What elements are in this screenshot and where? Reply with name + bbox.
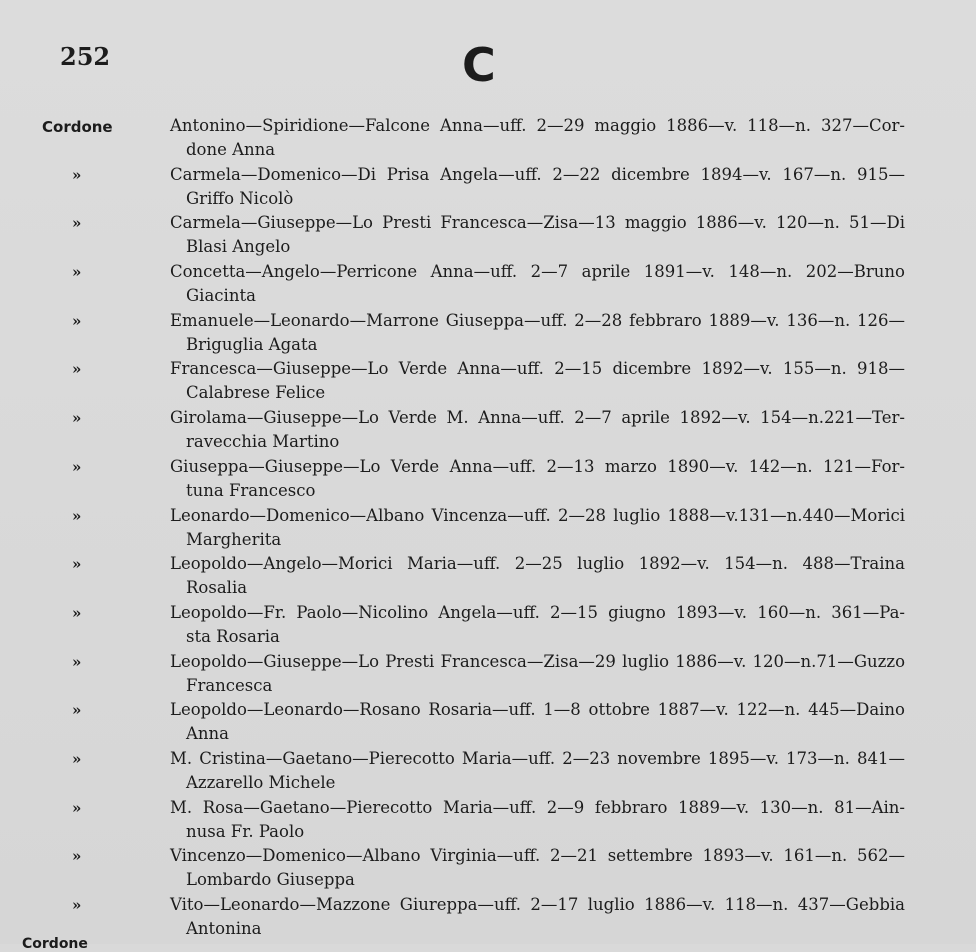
next-surname-fragment: Cordone — [22, 936, 88, 952]
ditto-mark: » — [72, 263, 82, 282]
entry-line-1: Girolama—Giuseppe—Lo Verde M. Anna—uff. 2—7 aprile 1892—v. 154—n.221—Ter- — [170, 408, 905, 428]
entry-line-2: Rosalia — [186, 578, 248, 598]
ditto-mark: » — [72, 506, 82, 525]
register-entry — [0, 506, 976, 555]
entry-line-2: Francesca — [186, 675, 273, 695]
entry-line-1: Leopoldo—Angelo—Morici Maria—uff. 2—25 luglio 1892—v. 154—n. 488—Traina — [170, 554, 905, 574]
entry-line-2: Antonina — [186, 919, 262, 938]
entry-line-1: Leopoldo—Fr. Paolo—Nicolino Angela—uff. 2—15 giugno 1893—v. 160—n. 361—Pa- — [170, 602, 905, 622]
register-entry — [0, 554, 976, 603]
ditto-mark: » — [72, 214, 82, 233]
entry-line-2: Griffo Nicolò — [186, 188, 294, 208]
register-entry — [0, 262, 976, 311]
ditto-mark: » — [72, 165, 82, 184]
entry-line-2: Briguglia Agata — [186, 334, 318, 354]
register-entry — [0, 895, 976, 944]
register-entry — [0, 359, 976, 408]
entry-line-1: Vincenzo—Domenico—Albano Virginia—uff. 2—21 settembre 1893—v. 161—n. 562— — [170, 846, 905, 866]
entry-line-1: M. Rosa—Gaetano—Pierecotto Maria—uff. 2—9 febbraro 1889—v. 130—n. 81—Ain- — [170, 797, 905, 817]
entry-line-1: Carmela—Giuseppe—Lo Presti Francesca—Zisa—13 maggio 1886—v. 120—n. 51—Di — [170, 213, 905, 233]
ditto-mark: » — [72, 847, 82, 866]
entry-line-2: sta Rosaria — [186, 626, 280, 646]
entry-line-2: Calabrese Felice — [186, 383, 326, 403]
entry-line-1: Antonino—Spiridione—Falcone Anna—uff. 2—29 maggio 1886—v. 118—n. 327—Cor- — [170, 116, 905, 135]
entry-line-2: ravecchia Martino — [186, 432, 340, 452]
entry-line-1: Emanuele—Leonardo—Marrone Giuseppa—uff. 2—28 febbraro 1889—v. 136—n. 126— — [170, 310, 905, 330]
ditto-mark: » — [72, 409, 82, 428]
page-number: 252 — [60, 42, 111, 71]
ditto-mark: » — [72, 652, 82, 671]
ditto-mark: » — [72, 311, 82, 330]
entry-line-2: done Anna — [186, 140, 276, 159]
entry-line-2: Azzarello Michele — [186, 772, 336, 792]
entry-line-2: Blasi Angelo — [186, 237, 291, 257]
surname-label: Cordone — [42, 118, 113, 136]
entry-line-1: Vito—Leonardo—Mazzone Giureppa—uff. 2—17 luglio 1886—v. 118—n. 437—Gebbia — [170, 895, 905, 914]
register-entry — [0, 749, 976, 798]
section-letter-heading: C — [462, 38, 496, 92]
entry-line-1: Carmela—Domenico—Di Prisa Angela—uff. 2—22 dicembre 1894—v. 167—n. 915— — [170, 164, 905, 184]
entry-line-2: nusa Fr. Paolo — [186, 821, 305, 841]
entry-line-1: Concetta—Angelo—Perricone Anna—uff. 2—7 aprile 1891—v. 148—n. 202—Bruno — [170, 262, 905, 282]
entry-line-1: Leopoldo—Giuseppe—Lo Presti Francesca—Zisa—29 luglio 1886—v. 120—n.71—Guzzo — [170, 651, 905, 671]
entry-line-1: Leopoldo—Leonardo—Rosano Rosaria—uff. 1—8 ottobre 1887—v. 122—n. 445—Daino — [170, 700, 905, 720]
register-entry — [0, 116, 976, 165]
register-entry — [0, 846, 976, 895]
register-entry — [0, 798, 976, 847]
ditto-mark: » — [72, 457, 82, 476]
ditto-mark: » — [72, 603, 82, 622]
entry-line-2: Anna — [186, 724, 230, 744]
entry-line-1: Giuseppa—Giuseppe—Lo Verde Anna—uff. 2—13 marzo 1890—v. 142—n. 121—For- — [170, 456, 905, 476]
register-entry — [0, 457, 976, 506]
entry-line-1: Francesca—Giuseppe—Lo Verde Anna—uff. 2—15 dicembre 1892—v. 155—n. 918— — [170, 359, 905, 379]
entry-line-2: Margherita — [186, 529, 282, 549]
register-entry — [0, 652, 976, 701]
register-entry — [0, 165, 976, 214]
ditto-mark: » — [72, 798, 82, 817]
ditto-mark: » — [72, 896, 82, 914]
register-entry — [0, 213, 976, 262]
entry-line-1: M. Cristina—Gaetano—Pierecotto Maria—uff. 2—23 novembre 1895—v. 173—n. 841— — [170, 748, 905, 768]
register-entry — [0, 408, 976, 457]
register-entry — [0, 311, 976, 360]
entry-line-1: Leonardo—Domenico—Albano Vincenza—uff. 2—28 luglio 1888—v.131—n.440—Morici — [170, 505, 905, 525]
register-entry — [0, 603, 976, 652]
ditto-mark: » — [72, 701, 82, 720]
entry-line-2: Giacinta — [186, 286, 256, 306]
ditto-mark: » — [72, 555, 82, 574]
entry-line-2: Lombardo Giuseppa — [186, 870, 355, 890]
register-entry — [0, 700, 976, 749]
ditto-mark: » — [72, 360, 82, 379]
ditto-mark: » — [72, 749, 82, 768]
entry-list — [0, 116, 976, 944]
entry-line-2: tuna Francesco — [186, 480, 316, 500]
